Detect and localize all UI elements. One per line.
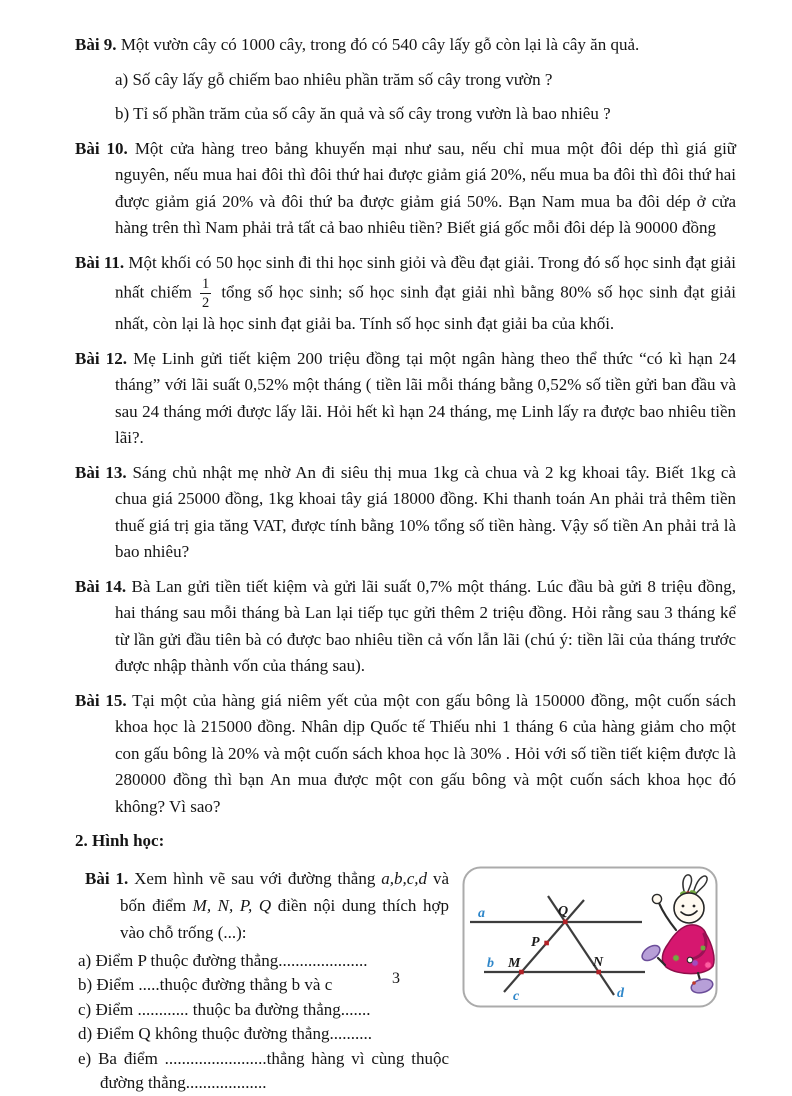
- problem-1-item-d: d) Điểm Q không thuộc đường thẳng..........: [78, 1024, 372, 1044]
- hand: [687, 957, 693, 963]
- problem-12-text: Mẹ Linh gửi tiết kiệm 200 triệu đồng tại một ngân hàng theo thể thức “có kì hạn 24 tháng” với lãi suất 0,52% một tháng ( tiền lãi mỗi tháng bằng 0,52% số tiền gửi ban đầu và sau 24 tháng mới được lấy lãi. Hỏi hết kì hạn 24 tháng, mẹ Linh lấy ra được bao nhiêu tiền lãi?.: [115, 348, 736, 448]
- head: [674, 893, 704, 923]
- problem-9-item-a: a) Số cây lấy gỗ chiếm bao nhiêu phần trăm số cây trong vườn ?: [115, 69, 553, 89]
- geometry-figure-container: [462, 865, 718, 1017]
- problem-1-item-e: e) Ba điểm ........................thẳng hàng vì cùng thuộc đường thẳng...................: [78, 1048, 449, 1093]
- problem-11-text-before: Một khối có 50 học sinh đi thi học sinh giỏi và đều đạt giải. Trong đó số học sinh đạt giải nhất chiếm: [115, 252, 737, 302]
- eye-left: [682, 905, 685, 908]
- problem-15-label: Bài 15.: [75, 690, 127, 710]
- problem-1-lines-math: a,b,c,d: [381, 868, 428, 888]
- problem-9-label: Bài 9.: [75, 35, 117, 54]
- label-line-a: a: [478, 905, 485, 921]
- star-pink: [705, 962, 711, 968]
- section-heading-geometry: 2. Hình học:: [75, 831, 165, 851]
- problem-12: [75, 346, 736, 452]
- problem-1-item-c: c) Điểm ............ thuộc ba đường thẳng.......: [78, 999, 371, 1019]
- problem-10-label: Bài 10.: [75, 138, 128, 158]
- label-line-c: c: [513, 988, 520, 1004]
- problem-1-points-math: M, N, P, Q: [192, 895, 272, 915]
- content: [75, 32, 736, 1096]
- point-q: [563, 919, 568, 924]
- problem-14-label: Bài 14.: [75, 576, 127, 596]
- fraction-denominator: 2: [201, 295, 210, 312]
- problem-9: [75, 32, 736, 59]
- problem-15: [75, 688, 737, 821]
- problem-10-text: Một cửa hàng treo bảng khuyến mại như sau, nếu chỉ mua một đôi dép thì giá giữ nguyên, nếu mua hai đôi thì đôi thứ hai được giảm giá 20%, nếu mua ba đôi thì đôi thứ hai được giảm giá 20% và đôi thứ ba được giảm giá 50%. Bạn Nam mua ba đôi dép ở cửa hàng trên thì Nam phải trả tất cả bao nhiêu tiền? Biết giá gốc mỗi đôi dép là 90000 đồng: [115, 138, 737, 237]
- eye-right: [693, 905, 696, 908]
- point-p: [544, 941, 549, 946]
- problem-11: [75, 250, 737, 338]
- problem-9-text: Một vườn cây có 1000 cây, trong đó có 540 cây lấy gỗ còn lại là cây ăn quả.: [120, 35, 640, 54]
- problem-1-text-3: điền nội dung thích hợp vào chỗ trống (...):: [120, 895, 449, 942]
- star-green-2: [700, 945, 705, 950]
- star-purple: [692, 960, 698, 966]
- problem-1-text-1: Xem hình vẽ sau với đường thẳng: [134, 868, 382, 888]
- label-line-b: b: [487, 955, 494, 971]
- problem-14-text: Bà Lan gửi tiền tiết kiệm và gửi lãi suất 0,7% một tháng. Lúc đầu bà gửi 8 triệu đồng, hai tháng sau mỗi tháng bà Lan lại tiếp tục gửi thêm 2 triệu đồng. Hỏi rằng sau 3 tháng kể từ lần gửi đầu tiên bà có được bao nhiêu tiền cả vốn lẫn lãi (chú ý: tiền lãi của tháng trước được nhập thành vốn của tháng sau).: [115, 576, 737, 676]
- problem-1-label: Bài 1.: [85, 868, 129, 888]
- problem-11-label: Bài 11.: [75, 252, 125, 272]
- problem-1-item-b: b) Điểm .....thuộc đường thẳng b và c: [78, 975, 333, 995]
- problem-9-item-b: b) Tỉ số phần trăm của số cây ăn quả và số cây trong vườn là bao nhiêu ?: [115, 104, 611, 123]
- problem-1: [85, 865, 450, 946]
- problem-13-label: Bài 13.: [75, 462, 127, 482]
- page-number: 3: [392, 970, 400, 987]
- star-green: [673, 955, 679, 961]
- problem-14: [75, 574, 737, 680]
- fist: [652, 894, 661, 903]
- fraction-numerator: 1: [200, 276, 211, 294]
- label-point-q: Q: [558, 903, 569, 919]
- problem-12-label: Bài 12.: [75, 348, 127, 368]
- label-point-m: M: [508, 955, 521, 971]
- problem-11-text-after: tổng số học sinh; số học sinh đạt giải nhì bằng 80% số học sinh đạt giải nhất, còn lại là học sinh đạt giải ba. Tính số học sinh đạt giải ba của khối.: [115, 282, 737, 334]
- problem-13-text: Sáng chủ nhật mẹ nhờ An đi siêu thị mua 1kg cà chua và 2 kg khoai tây. Biết 1kg cà chua giá 25000 đồng, 1kg khoai tây giá 18000 đồng. Khi thanh toán An phải trả thêm tiền thuế giá trị gia tăng VAT, được tính bằng 10% tổng số tiền hàng. Vậy số tiền An phải trả là bao nhiêu?: [115, 462, 736, 562]
- problem-1-item-a: a) Điểm P thuộc đường thẳng.....................: [78, 950, 368, 970]
- problem-1-text-2: và bốn điểm: [120, 868, 450, 915]
- problem-15-text: Tại một của hàng giá niêm yết của một con gấu bông là 150000 đồng, một cuốn sách khoa học là 215000 đồng. Nhân dịp Quốc tế Thiếu nhi 1 tháng 6 của hàng giảm cho một con gấu bông là 20% và một cuốn sách khoa học là 30% . Hỏi với số tiền tiết kiệm được là 280000 đồng thì bạn An mua được một con gấu bông và một cuốn sách khoa học đó không? Vì sao?: [115, 690, 737, 816]
- label-line-d: d: [617, 985, 624, 1001]
- label-point-p: P: [531, 934, 540, 950]
- label-point-n: N: [593, 954, 604, 970]
- problem-10: [75, 136, 737, 242]
- fraction-one-half: [200, 276, 211, 311]
- problem-13: [75, 460, 736, 566]
